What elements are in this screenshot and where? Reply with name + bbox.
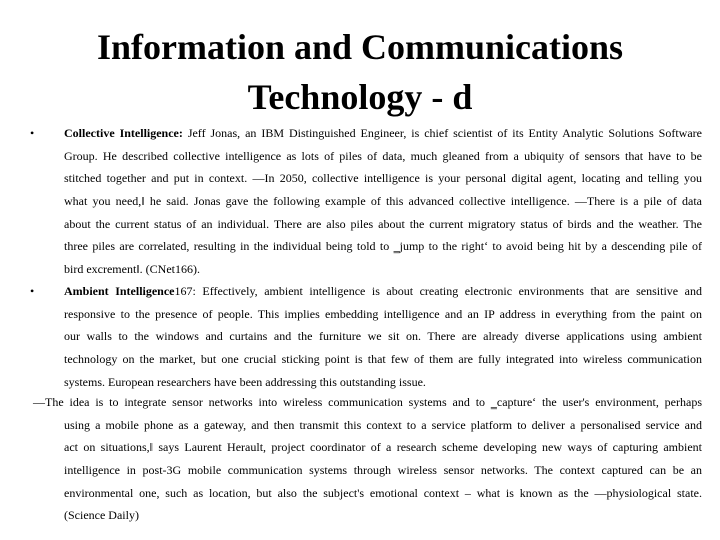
term-heading: Ambient Intelligence xyxy=(64,284,175,298)
text-line: our walls to the windows and curtains and the furniture we sit on. There are already diverse applications using ambient xyxy=(64,329,702,344)
text-line: technology on the market, but one crucial sticking point is that few of them are fully integrated into wireless communication xyxy=(64,352,702,367)
term-heading: Collective Intelligence: xyxy=(64,126,183,140)
paragraph-quote xyxy=(0,391,702,527)
slide-title-line-1: Information and Communications xyxy=(96,27,624,67)
text-line: three piles are correlated, resulting in the individual being told to ‗jump to the right‘ to avoid being hit by a descending pile of xyxy=(64,239,702,254)
text-line: using a mobile phone as a gateway, and then transmit this context to a service platform to deliver a personalised service and xyxy=(64,417,702,432)
text-line: bird excrement‖. (CNet166). xyxy=(64,262,200,277)
text-line: —The idea is to integrate sensor networks into wireless communication systems and to ‗capture‘ the user's environment, perhaps xyxy=(33,395,702,409)
bullet-icon: • xyxy=(30,284,35,298)
paragraph-collective-intelligence xyxy=(0,122,702,281)
text-line: act on situations,‖ says Laurent Herault, project coordinator of a research scheme developing new ways of capturing ambient xyxy=(64,440,702,455)
text-line: Group. He described collective intelligence as lots of piles of data, much gleaned from a ubiquity of sensors that have to be xyxy=(64,148,702,163)
slide-title-line-2: Technology - d xyxy=(247,77,473,117)
paragraph-ambient-intelligence xyxy=(0,280,702,393)
text-line: systems. European researchers have been addressing this outstanding issue. xyxy=(64,374,426,389)
text-line: Collective Intelligence: Jeff Jonas, an IBM Distinguished Engineer, is chief scientist of its Entity Analytic Solutions Software xyxy=(64,126,702,140)
text-line: Ambient Intelligence167: Effectively, ambient intelligence is about creating electronic environments that are sensitive and xyxy=(64,284,702,298)
bullet-icon: • xyxy=(30,126,35,140)
text-line: stitched together and put in context. —In 2050, collective intelligence is your personal digital agent, locating and telling you xyxy=(64,171,702,186)
text-line: environmental one, such as location, but also the subject's emotional context – what is known as the —physiological state. xyxy=(64,485,702,500)
text-line: (Science Daily) xyxy=(64,508,139,523)
text-line: what you need,‖ he said. Jonas gave the following example of this advanced collective intelligence. —There is a pile of data xyxy=(64,194,702,209)
text-line: responsive to the presence of people. This implies embedding intelligence and an IP address in everything from the paint on xyxy=(64,306,702,321)
text-line: intelligence in post-3G mobile communication systems through wireless sensor networks. The context captured can be an xyxy=(64,463,702,478)
text-line: about the current status of an individual. There are also piles about the current migratory status of birds and the weather. The xyxy=(64,216,702,231)
